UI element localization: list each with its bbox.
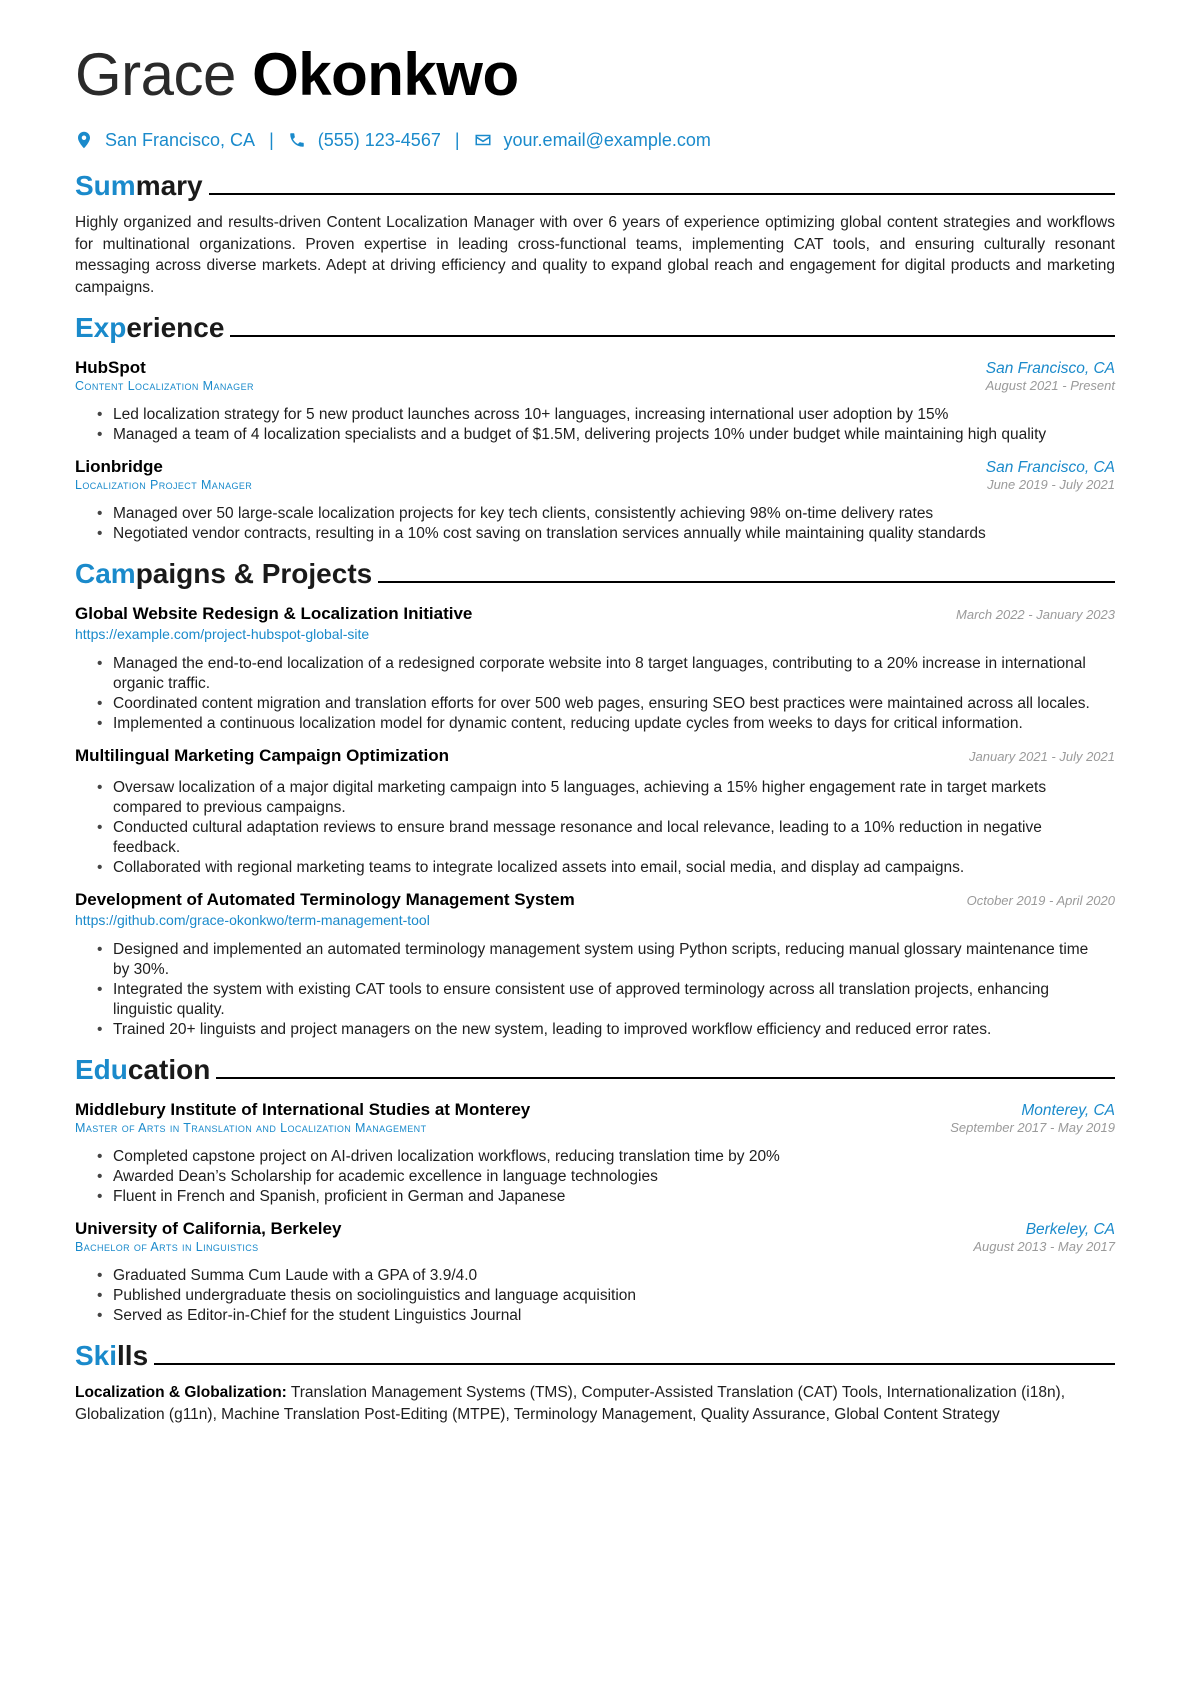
bullet-item: • Oversaw localization of a major digital marketing campaign into 5 languages, achieving a 15% higher engagement rate in target markets compared to previous campaigns. — [113, 778, 1115, 818]
bullet-list — [75, 1147, 1115, 1207]
date-range: March 2022 - January 2023 — [956, 607, 1115, 622]
candidate-name — [75, 40, 1115, 110]
bullet-item: • Collaborated with regional marketing teams to integrate localized assets into email, social media, and display ad campaigns. — [113, 858, 1115, 878]
bullet-item: • Managed a team of 4 localization specialists and a budget of $1.5M, delivering projects 10% under budget while maintaining high quality — [113, 425, 1115, 445]
entry-role: Content Localization Manager — [75, 379, 254, 393]
section-title-rest: mary — [135, 170, 203, 201]
section-title — [75, 1338, 148, 1374]
section-rule — [216, 1077, 1115, 1079]
bullet-item: • Awarded Dean’s Scholarship for academic excellence in language technologies — [113, 1167, 1115, 1187]
experience-subheader-row — [75, 477, 1115, 492]
section-title-accent: Edu — [75, 1054, 128, 1085]
section-title-rest: paigns & Projects — [135, 558, 373, 589]
section-rule — [378, 581, 1115, 583]
project-header-row — [75, 890, 1115, 910]
contact-separator: | — [454, 129, 460, 150]
experience-subheader-row — [75, 378, 1115, 393]
contact-separator: | — [269, 129, 274, 150]
bullet-list — [75, 654, 1115, 734]
bullet-list — [75, 405, 1115, 445]
section-title-accent: Cam — [75, 558, 136, 589]
organization-name: University of California, Berkeley — [75, 1219, 342, 1238]
contact-phone[interactable] — [288, 130, 441, 151]
experience-list — [75, 358, 1115, 544]
section-rule — [154, 1363, 1115, 1365]
project-header-row — [75, 746, 1115, 766]
section-title — [75, 556, 372, 592]
skills-category-text: Translation Management Systems (TMS), Computer-Assisted Translation (CAT) Tools, Internationalization (i18n), Globalization (g11n), Machine Translation Post-Editing (MTPE), Terminology Management, Quality Assurance, Global Content Strategy — [75, 1384, 1066, 1423]
summary-text: Highly organized and results-driven Content Localization Manager with over 6 years of experience optimizing global content strategies and workflows for multinational organizations. Proven expertise in leading cross-functional teams, implementing CAT tools, and ensuring culturally resonant messaging across diverse markets. Adept at driving efficiency and quality to expand global reach and engagement for digital products and marketing campaigns. — [75, 214, 1115, 296]
projects-list — [75, 604, 1115, 1040]
entry-location: San Francisco, CA — [985, 360, 1115, 377]
entry-role: Master of Arts in Translation and Localization Management — [75, 1121, 427, 1135]
contact-bar — [75, 122, 1115, 158]
education-section-heading — [75, 1048, 1115, 1088]
section-title-accent: Exp — [75, 312, 127, 343]
education-entry — [75, 1100, 1115, 1207]
date-range: January 2021 - July 2021 — [969, 749, 1115, 764]
date-range: August 2021 - Present — [985, 378, 1115, 393]
section-title — [75, 310, 224, 346]
project-header-row — [75, 604, 1115, 624]
date-range: June 2019 - July 2021 — [987, 477, 1115, 492]
experience-entry — [75, 358, 1115, 445]
phone-text: (555) 123-4567 — [317, 129, 441, 150]
date-range: August 2013 - May 2017 — [973, 1239, 1115, 1254]
education-list — [75, 1100, 1115, 1326]
entry-role: Bachelor of Arts in Linguistics — [75, 1240, 259, 1254]
project-link[interactable]: https://example.com/project-hubspot-global-site — [75, 626, 370, 642]
bullet-item: • Graduated Summa Cum Laude with a GPA of 3.9/4.0 — [113, 1266, 1115, 1286]
project-entry — [75, 604, 1115, 734]
education-entry — [75, 1219, 1115, 1326]
bullet-list — [75, 1266, 1115, 1326]
project-link[interactable]: https://github.com/grace-okonkwo/term-management-tool — [75, 912, 430, 928]
organization-name: Middlebury Institute of International Studies at Monterey — [75, 1100, 531, 1119]
skills-line — [75, 1382, 1115, 1425]
experience-header-row — [75, 457, 1115, 477]
bullet-item: • Conducted cultural adaptation reviews to ensure brand message resonance and local relevance, leading to a 10% reduction in negative feedback. — [113, 818, 1115, 858]
section-title-rest: lls — [117, 1340, 149, 1371]
bullet-item: • Integrated the system with existing CAT tools to ensure consistent use of approved terminology across all translation projects, enhancing linguistic quality. — [113, 980, 1115, 1020]
summary-section-heading — [75, 164, 1115, 204]
skills-category-label: Localization & Globalization: — [75, 1384, 287, 1401]
entry-location: Berkeley, CA — [1025, 1221, 1115, 1238]
bullet-item: • Fluent in French and Spanish, proficient in German and Japanese — [113, 1187, 1115, 1207]
education-subheader-row — [75, 1120, 1115, 1135]
bullet-item: • Served as Editor-in-Chief for the student Linguistics Journal — [113, 1306, 1115, 1326]
bullet-item: • Managed the end-to-end localization of a redesigned corporate website into 8 target languages, contributing to a 20% increase in international organic traffic. — [113, 654, 1115, 694]
date-range: September 2017 - May 2019 — [950, 1120, 1115, 1135]
section-title — [75, 168, 203, 204]
section-title-accent: Sum — [75, 170, 136, 201]
bullet-item: • Led localization strategy for 5 new product launches across 10+ languages, increasing international user adoption by 15% — [113, 405, 1115, 425]
project-entry — [75, 746, 1115, 878]
organization-name: HubSpot — [75, 358, 146, 377]
bullet-list — [75, 778, 1115, 878]
contact-location — [75, 130, 255, 151]
resume-page — [75, 0, 1115, 1425]
entry-location: San Francisco, CA — [985, 459, 1115, 476]
section-title-rest: erience — [126, 312, 225, 343]
bullet-item: • Designed and implemented an automated terminology management system using Python scripts, reducing manual glossary maintenance time by 30%. — [113, 940, 1115, 980]
skills-section-heading — [75, 1334, 1115, 1374]
experience-entry — [75, 457, 1115, 544]
section-title-accent: Ski — [75, 1340, 118, 1371]
experience-section-heading — [75, 306, 1115, 346]
section-rule — [209, 193, 1115, 195]
organization-name: Lionbridge — [75, 457, 163, 476]
section-title-rest: cation — [127, 1054, 211, 1085]
bullet-item: • Managed over 50 large-scale localization projects for key tech clients, consistently achieving 98% on-time delivery rates — [113, 504, 1115, 524]
last-name: Okonkwo — [252, 41, 519, 108]
section-rule — [230, 335, 1115, 337]
project-entry — [75, 890, 1115, 1040]
bullet-item: • Negotiated vendor contracts, resulting in a 10% cost saving on translation services annually while maintaining quality standards — [113, 524, 1115, 544]
bullet-list — [75, 504, 1115, 544]
education-header-row — [75, 1100, 1115, 1120]
project-title: Global Website Redesign & Localization Initiative — [75, 604, 473, 623]
experience-header-row — [75, 358, 1115, 378]
envelope-icon — [474, 131, 492, 149]
location-text: San Francisco, CA — [105, 129, 256, 150]
email-text: your.email@example.com — [503, 129, 711, 150]
education-subheader-row — [75, 1239, 1115, 1254]
project-title: Multilingual Marketing Campaign Optimization — [75, 746, 450, 765]
bullet-item: • Trained 20+ linguists and project managers on the new system, leading to improved workflow efficiency and reduced error rates. — [113, 1020, 1115, 1040]
section-title — [75, 1052, 210, 1088]
entry-location: Monterey, CA — [1021, 1102, 1115, 1119]
date-range: October 2019 - April 2020 — [966, 893, 1115, 908]
first-name: Grace — [75, 41, 236, 108]
bullet-list — [75, 940, 1115, 1040]
contact-email[interactable] — [474, 130, 711, 151]
bullet-item: • Published undergraduate thesis on sociolinguistics and language acquisition — [113, 1286, 1115, 1306]
map-pin-icon — [75, 131, 93, 149]
education-header-row — [75, 1219, 1115, 1239]
project-title: Development of Automated Terminology Management System — [75, 890, 575, 909]
projects-section-heading — [75, 552, 1115, 592]
entry-role: Localization Project Manager — [75, 478, 253, 492]
bullet-item: • Coordinated content migration and translation efforts for over 500 web pages, ensuring SEO best practices were maintained across all locales. — [113, 694, 1115, 714]
bullet-item: • Implemented a continuous localization model for dynamic content, reducing update cycles from weeks to days for critical information. — [113, 714, 1115, 734]
phone-icon — [288, 131, 306, 149]
bullet-item: • Completed capstone project on AI-driven localization workflows, reducing translation time by 20% — [113, 1147, 1115, 1167]
